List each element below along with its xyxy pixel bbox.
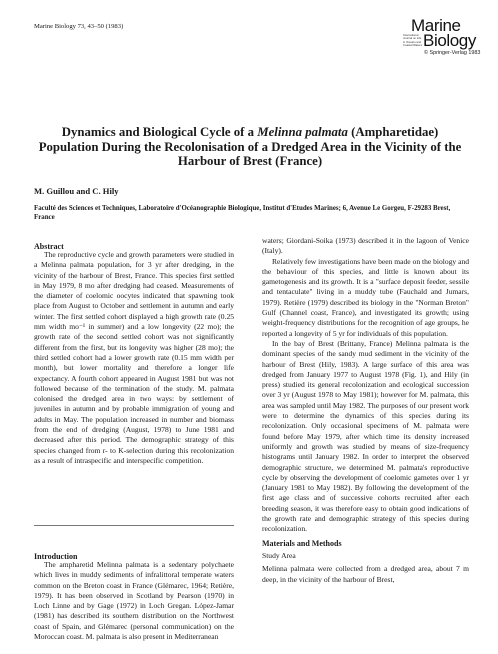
abstract-heading: Abstract [34, 242, 64, 251]
right-para-4: Melinna palmata were collected from a dredged area, about 7 m deep, in the vicinity of the harbour of Brest, [262, 564, 469, 584]
study-area-subheading: Study Area [262, 550, 296, 560]
journal-logo-line2: Biology [423, 31, 476, 50]
right-column [262, 236, 469, 585]
right-para-1: waters; Giordani-Soika (1973) described it in the lagoon of Venice (Italy). [262, 236, 469, 256]
journal-reference: Marine Biology 73, 43–50 (1983) [34, 23, 124, 30]
authors: M. Guillou and C. Hily [34, 186, 119, 196]
abstract-text: The reproductive cycle and growth parameters were studied in a Melinna palmata population, for 3 yr after dredging, in the vicinity of the harbour of Brest, France. This species first settled in May 1979, 8 mo after dredging had ceased. Measurements of the diameter of coelomic oocytes indicated that spawning took place from August to October and settlement in autumn and early winter. The first settled cohort displayed a high growth rate (0.25 mm width mo⁻¹ in summer) and a low longevity (22 mo); the growth rate of the second settled cohort was not significantly different from the first, but its longevity was higher (28 mo); the third settled cohort had a lower growth rate (0.15 mm width per month), but lower mortality and therefore a longer life expectancy. A fourth cohort appeared in August 1981 but was not followed because of the termination of the study. M. palmata colonised the dredged area in two ways: by settlement of juveniles in autumn and by probable immigration of young and adults in May. The population increased in number and biomass from the end of dredging (August, 1978) to June 1981 and decreased after this period. The demographic strategy of this species changed from r- to K-selection during this recolonization as a result of intraspecific and interspecific competition. [34, 250, 234, 465]
title-part1: Dynamics and Biological Cycle of a [61, 125, 258, 139]
article-title [34, 125, 466, 169]
title-species: Melinna palmata [257, 125, 348, 139]
journal-masthead [403, 16, 481, 56]
abstract-body [34, 250, 234, 466]
right-para-3: In the bay of Brest (Brittany, France) Melinna palmata is the dominant species of the sandy mud sediment in the vicinity of the harbour of Brest (Hily, 1983). A large surface of this area was dredged from January 1977 to August 1978 (Fig. 1), and Hily (in press) studied its general recolonization and ecological succession over 3 yr (August 1978 to May 1981); however for M. palmata, this area was sampled until May 1982. The purposes of our present work were to determine the dynamics of this species during its recolonization. Only occasional specimens of M. palmata were found before May 1979, after which time its density increased uniformly and growth was studied by means of size-frequency histograms until January 1982. In order to interpret the observed demographic structure, we determined M. palmata's reproductive cycle by observing the development of coelomic gametes over 1 yr (January 1981 to May 1982). By following the development of the first age class and of successive cohorts recruited after each breeding season, it was therefore easy to obtain good indications of the growth rate and demographic strategy of this species during recolonization. [262, 338, 469, 534]
journal-logo-line1: Marine [411, 16, 461, 35]
right-para-2: Relatively few investigations have been made on the biology and the behaviour of this species, and little is known about its gametogenesis and its growth. It is a "surface deposit feeder, sessile and tentaculate" living in a muddy tube (Fauchald and Jumars, 1979). Retière (1979) described its biology in the "Norman Breton" Gulf (Channel coast, France), and investigated its growth; using weight-frequency distributions for the recognition of age groups, he reported a longevity of 5 yr for individuals of this population. [262, 256, 469, 338]
methods-heading: Materials and Methods [262, 538, 342, 548]
affiliation: Faculté des Sciences et Techniques, Laboratoire d'Océanographie Biologique, Institut d'Etudes Marines; 6, Avenue Le Gorgeu, F-29283 Brest, France [34, 205, 451, 222]
section-divider [34, 525, 234, 526]
introduction-heading: Introduction [34, 552, 78, 561]
introduction-body [34, 560, 234, 642]
copyright-notice: © Springer-Verlag 1983 [424, 50, 481, 56]
journal-logo-side-text: International Journal on Life in Oceans and Coastal Waters [403, 33, 423, 47]
introduction-text: The ampharetid Melinna palmata is a sedentary polychaete which lives in muddy sediments of infralittoral temperate waters common on the Breton coast in France (Glémarec, 1964; Retière, 1979). It has been observed in Scotland by Pearson (1970) in Loch Linne and by Gage (1972) in Loch Gregan. López-Jamar (1981) has described its southern distribution on the Northwest coast of Spain, and Glémarec (personal communication) on the Moroccan coast. M. palmata is also present in Mediterranean [34, 560, 234, 642]
title-part2: (Ampharetidae) Population During the Recolonisation of a Dredged Area in the Vicinity of the Harbour of Brest (France) [38, 125, 462, 168]
